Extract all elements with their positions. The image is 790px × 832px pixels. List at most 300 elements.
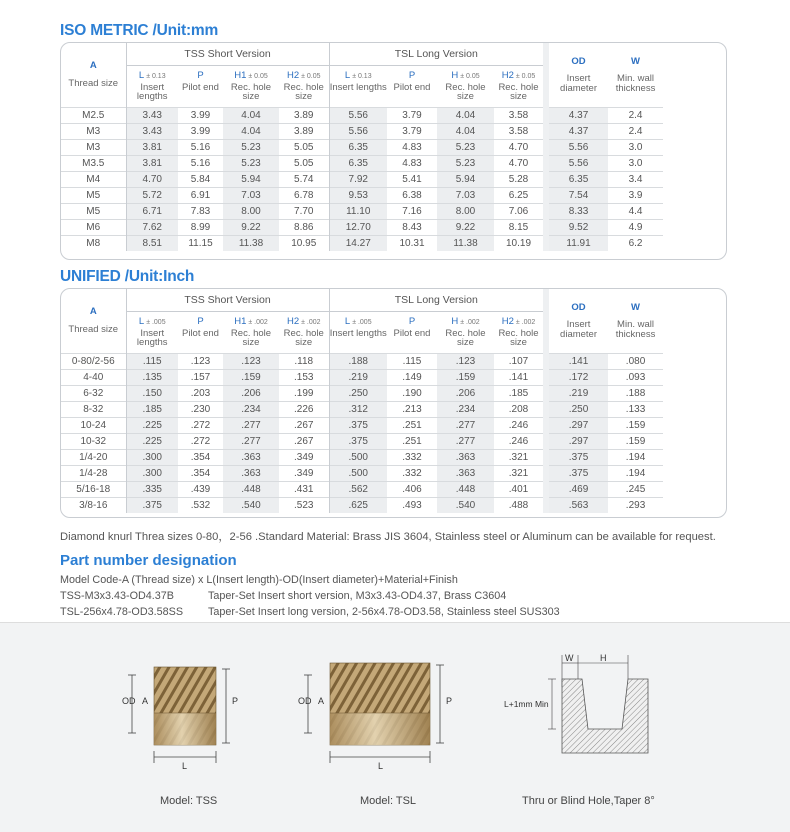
- value-cell: 10.95: [279, 235, 329, 251]
- value-cell: .226: [279, 401, 329, 417]
- value-cell: 4.9: [608, 219, 663, 235]
- value-cell: 5.94: [223, 171, 279, 187]
- value-cell: .107: [494, 353, 546, 369]
- col-label: Thread size: [68, 323, 119, 335]
- value-cell: .149: [387, 369, 437, 385]
- value-cell: .230: [178, 401, 223, 417]
- value-cell: .225: [126, 433, 178, 449]
- model-code-format: Model Code-A (Thread size) x L(Insert length)-OD(Insert diameter)+Material+Finish: [60, 574, 458, 586]
- part-number-example: [60, 590, 506, 602]
- sub-code: P: [408, 70, 416, 81]
- w-header: [608, 43, 663, 107]
- value-cell: 5.56: [546, 139, 608, 155]
- p-label: P: [446, 696, 453, 706]
- thread-size-cell: M8: [61, 235, 126, 251]
- thread-size-cell: 5/16-18: [61, 481, 126, 497]
- diagram-panel: [0, 622, 790, 832]
- value-cell: 7.92: [329, 171, 387, 187]
- col-label: Insert diameter: [560, 73, 598, 94]
- spacer-cell: [663, 401, 726, 417]
- thread-size-cell: M5: [61, 203, 126, 219]
- value-cell: .133: [608, 401, 663, 417]
- short-subcode-header: [126, 65, 178, 81]
- unified-table-card: [60, 288, 727, 518]
- col-label: Insert diameter: [560, 319, 598, 340]
- table-row: [61, 155, 726, 171]
- value-cell: 10.19: [494, 235, 546, 251]
- table-row: [61, 401, 726, 417]
- value-cell: 6.35: [329, 139, 387, 155]
- col-code: A: [89, 306, 97, 318]
- short-subcode-header: [126, 311, 178, 327]
- value-cell: 14.27: [329, 235, 387, 251]
- thread-size-cell: M3.5: [61, 155, 126, 171]
- value-cell: .225: [126, 417, 178, 433]
- value-cell: 11.10: [329, 203, 387, 219]
- value-cell: .159: [608, 433, 663, 449]
- spacer-cell: [663, 369, 726, 385]
- value-cell: .363: [437, 465, 494, 481]
- col-code: W: [631, 301, 641, 313]
- value-cell: 7.16: [387, 203, 437, 219]
- w-label: W: [565, 653, 574, 663]
- value-cell: .469: [546, 481, 608, 497]
- example-code: TSS-M3x3.43-OD4.37B: [60, 590, 175, 602]
- h-label: H: [600, 653, 607, 663]
- spacer-cell: [663, 139, 726, 155]
- metric-table-card: [60, 42, 727, 260]
- value-cell: 5.28: [494, 171, 546, 187]
- value-cell: .375: [329, 417, 387, 433]
- value-cell: 3.0: [608, 139, 663, 155]
- thread-size-cell: M6: [61, 219, 126, 235]
- sub-code: P: [197, 316, 204, 327]
- value-cell: 8.99: [178, 219, 223, 235]
- od-label: OD: [122, 696, 136, 706]
- value-cell: .203: [178, 385, 223, 401]
- short-subdesc-header: Rec. hole size: [230, 328, 272, 348]
- sub-code: P: [408, 316, 416, 327]
- value-cell: 8.86: [279, 219, 329, 235]
- spacer-cell: [663, 219, 726, 235]
- sub-code: H2: [501, 70, 514, 81]
- value-cell: 5.72: [126, 187, 178, 203]
- value-cell: .349: [279, 449, 329, 465]
- value-cell: 5.23: [223, 155, 279, 171]
- p-label: P: [232, 696, 239, 706]
- table-row: [61, 417, 726, 433]
- long-subcode-header: [329, 65, 387, 81]
- value-cell: .123: [178, 353, 223, 369]
- spacer-cell: [663, 449, 726, 465]
- col-label: Min. wall thickness: [615, 73, 656, 94]
- table-row: [61, 123, 726, 139]
- thread-size-cell: M2.5: [61, 107, 126, 123]
- value-cell: .354: [178, 449, 223, 465]
- short-subcode-header: [223, 311, 279, 327]
- value-cell: .406: [387, 481, 437, 497]
- value-cell: 9.52: [546, 219, 608, 235]
- value-cell: .277: [437, 417, 494, 433]
- value-cell: .246: [494, 417, 546, 433]
- value-cell: .194: [608, 449, 663, 465]
- value-cell: .159: [608, 417, 663, 433]
- od-header: [546, 289, 608, 353]
- thread-size-cell: M5: [61, 187, 126, 203]
- tolerance: ± .002: [460, 319, 480, 326]
- value-cell: 3.43: [126, 123, 178, 139]
- short-subcode-header: [223, 65, 279, 81]
- value-cell: .293: [608, 497, 663, 513]
- value-cell: .532: [178, 497, 223, 513]
- value-cell: .219: [546, 385, 608, 401]
- value-cell: .185: [494, 385, 546, 401]
- value-cell: 7.70: [279, 203, 329, 219]
- table-row: [61, 465, 726, 481]
- tolerance: ± .005: [146, 319, 166, 326]
- value-cell: .234: [223, 401, 279, 417]
- value-cell: .500: [329, 465, 387, 481]
- short-subcode-header: [279, 311, 329, 327]
- value-cell: .375: [546, 465, 608, 481]
- spacer-cell: [663, 107, 726, 123]
- value-cell: .153: [279, 369, 329, 385]
- metric-table: [61, 43, 726, 251]
- long-subcode-header: [437, 65, 494, 81]
- value-cell: .250: [546, 401, 608, 417]
- value-cell: .625: [329, 497, 387, 513]
- value-cell: .123: [223, 353, 279, 369]
- value-cell: 6.78: [279, 187, 329, 203]
- short-subdesc-header: Rec. hole size: [230, 82, 272, 102]
- value-cell: .194: [608, 465, 663, 481]
- value-cell: 8.00: [223, 203, 279, 219]
- long-version-header: TSL Long Version: [329, 43, 546, 65]
- sub-code: L: [344, 70, 351, 81]
- table-row: [61, 203, 726, 219]
- value-cell: 4.04: [437, 123, 494, 139]
- table-row: [61, 187, 726, 203]
- value-cell: .401: [494, 481, 546, 497]
- sub-code: L: [138, 70, 145, 81]
- value-cell: 11.15: [178, 235, 223, 251]
- value-cell: 7.03: [223, 187, 279, 203]
- short-subcode-header: [279, 65, 329, 81]
- thread-size-header: [61, 43, 126, 107]
- value-cell: 3.81: [126, 155, 178, 171]
- value-cell: 7.62: [126, 219, 178, 235]
- value-cell: 12.70: [329, 219, 387, 235]
- value-cell: 8.43: [387, 219, 437, 235]
- material-note: Diamond knurl Threa sizes 0-80，2-56 .Standard Material: Brass JIS 3604, Stainless steel or Aluminum can be available for request.: [60, 531, 716, 543]
- header-row: [61, 43, 726, 65]
- value-cell: 4.37: [546, 107, 608, 123]
- tolerance: ± .002: [515, 319, 536, 326]
- value-cell: .206: [223, 385, 279, 401]
- table-row: [61, 219, 726, 235]
- table-row: [61, 369, 726, 385]
- spacer-cell: [663, 203, 726, 219]
- value-cell: .115: [387, 353, 437, 369]
- tolerance: ± 0.05: [515, 73, 536, 80]
- value-cell: .208: [494, 401, 546, 417]
- value-cell: 3.81: [126, 139, 178, 155]
- value-cell: 3.9: [608, 187, 663, 203]
- value-cell: .375: [329, 433, 387, 449]
- short-subdesc-header: Rec. hole size: [283, 328, 324, 348]
- value-cell: 9.22: [223, 219, 279, 235]
- value-cell: 11.38: [223, 235, 279, 251]
- value-cell: 6.25: [494, 187, 546, 203]
- col-code: OD: [571, 301, 586, 313]
- thread-size-cell: 8-32: [61, 401, 126, 417]
- spacer-cell: [663, 353, 726, 369]
- value-cell: 4.83: [387, 139, 437, 155]
- value-cell: .277: [223, 433, 279, 449]
- long-subcode-header: [437, 311, 494, 327]
- table-row: [61, 497, 726, 513]
- part-number-title: Part number designation: [60, 552, 237, 569]
- value-cell: 4.04: [437, 107, 494, 123]
- value-cell: 9.22: [437, 219, 494, 235]
- value-cell: .448: [437, 481, 494, 497]
- value-cell: 5.56: [329, 123, 387, 139]
- od-label: OD: [298, 696, 312, 706]
- value-cell: 5.23: [223, 139, 279, 155]
- value-cell: .335: [126, 481, 178, 497]
- thread-size-cell: M4: [61, 171, 126, 187]
- table-row: [61, 449, 726, 465]
- value-cell: .363: [223, 465, 279, 481]
- spacer-cell: [663, 497, 726, 513]
- tolerance: ± 0.05: [460, 73, 480, 80]
- thread-size-cell: 0-80/2-56: [61, 353, 126, 369]
- value-cell: .141: [494, 369, 546, 385]
- long-subdesc-header: Insert lengths: [329, 327, 387, 353]
- value-cell: 4.70: [494, 155, 546, 171]
- long-subcode-header: [494, 65, 546, 81]
- sub-code: L: [344, 316, 351, 327]
- value-cell: 5.84: [178, 171, 223, 187]
- value-cell: .206: [437, 385, 494, 401]
- value-cell: 7.83: [178, 203, 223, 219]
- tolerance: ± 0.05: [301, 73, 321, 80]
- value-cell: .251: [387, 417, 437, 433]
- value-cell: 5.56: [329, 107, 387, 123]
- value-cell: 3.89: [279, 107, 329, 123]
- value-cell: .354: [178, 465, 223, 481]
- value-cell: 3.79: [387, 107, 437, 123]
- value-cell: 5.74: [279, 171, 329, 187]
- value-cell: .172: [546, 369, 608, 385]
- value-cell: .277: [437, 433, 494, 449]
- sub-code: P: [197, 70, 204, 81]
- l-label: L: [378, 761, 384, 771]
- thread-size-cell: 4-40: [61, 369, 126, 385]
- value-cell: .321: [494, 449, 546, 465]
- value-cell: .363: [223, 449, 279, 465]
- a-label: A: [142, 696, 149, 706]
- spacer-cell: [663, 289, 726, 353]
- value-cell: 8.33: [546, 203, 608, 219]
- value-cell: 3.89: [279, 123, 329, 139]
- value-cell: .349: [279, 465, 329, 481]
- value-cell: .150: [126, 385, 178, 401]
- example-description: Taper-Set Insert short version, M3x3.43-OD4.37, Brass C3604: [208, 590, 507, 602]
- value-cell: .431: [279, 481, 329, 497]
- spacer-cell: [663, 171, 726, 187]
- long-subdesc-header: Rec. hole size: [445, 82, 486, 102]
- spacer-cell: [663, 385, 726, 401]
- value-cell: .272: [178, 417, 223, 433]
- value-cell: 7.03: [437, 187, 494, 203]
- unified-table-title: UNIFIED /Unit:Inch: [60, 268, 195, 285]
- depth-label: L+1mm Min: [504, 699, 549, 709]
- thread-size-cell: 1/4-28: [61, 465, 126, 481]
- value-cell: .297: [546, 417, 608, 433]
- tolerance: ± 0.05: [248, 73, 268, 80]
- value-cell: 6.91: [178, 187, 223, 203]
- od-header: [546, 43, 608, 107]
- value-cell: 5.23: [437, 139, 494, 155]
- thread-size-cell: 10-32: [61, 433, 126, 449]
- tolerance: ± .002: [248, 319, 268, 326]
- thread-size-cell: 1/4-20: [61, 449, 126, 465]
- l-label: L: [182, 761, 188, 771]
- sub-code: H1: [234, 316, 247, 327]
- value-cell: 9.53: [329, 187, 387, 203]
- value-cell: .190: [387, 385, 437, 401]
- value-cell: .300: [126, 465, 178, 481]
- long-subcode-header: [387, 65, 437, 81]
- sub-code: L: [138, 316, 145, 327]
- value-cell: 4.37: [546, 123, 608, 139]
- value-cell: .188: [608, 385, 663, 401]
- metric-table-title: ISO METRIC /Unit:mm: [60, 22, 219, 39]
- thread-size-cell: 6-32: [61, 385, 126, 401]
- value-cell: .267: [279, 433, 329, 449]
- value-cell: 6.38: [387, 187, 437, 203]
- table-row: [61, 385, 726, 401]
- long-version-header: TSL Long Version: [329, 289, 546, 311]
- value-cell: 3.4: [608, 171, 663, 187]
- short-subdesc-header: Rec. hole size: [283, 82, 324, 102]
- value-cell: 8.15: [494, 219, 546, 235]
- long-subdesc-header: Pilot end: [393, 328, 431, 339]
- value-cell: .540: [437, 497, 494, 513]
- short-subdesc-header: Pilot end: [182, 328, 219, 339]
- value-cell: .363: [437, 449, 494, 465]
- value-cell: .159: [223, 369, 279, 385]
- tolerance: ± .002: [301, 319, 321, 326]
- spacer-cell: [663, 417, 726, 433]
- value-cell: 7.54: [546, 187, 608, 203]
- spacer-cell: [663, 235, 726, 251]
- long-subdesc-header: Rec. hole size: [445, 328, 486, 348]
- tss-insert-drawing: [120, 653, 260, 773]
- value-cell: 3.79: [387, 123, 437, 139]
- value-cell: 11.38: [437, 235, 494, 251]
- value-cell: .185: [126, 401, 178, 417]
- table-row: [61, 107, 726, 123]
- sub-code: H2: [286, 70, 300, 81]
- spacer-cell: [663, 187, 726, 203]
- long-subdesc-header: Rec. hole size: [498, 82, 539, 102]
- value-cell: .188: [329, 353, 387, 369]
- long-subdesc-header: Rec. hole size: [498, 328, 539, 348]
- tolerance: ± .005: [352, 319, 372, 326]
- value-cell: 10.31: [387, 235, 437, 251]
- a-label: A: [318, 696, 325, 706]
- sub-code: H2: [501, 316, 514, 327]
- thread-size-cell: M3: [61, 123, 126, 139]
- value-cell: .093: [608, 369, 663, 385]
- value-cell: .157: [178, 369, 223, 385]
- thread-size-header: [61, 289, 126, 353]
- value-cell: .562: [329, 481, 387, 497]
- spacer-cell: [663, 433, 726, 449]
- spacer-cell: [663, 481, 726, 497]
- table-row: [61, 481, 726, 497]
- value-cell: 4.83: [387, 155, 437, 171]
- value-cell: 3.43: [126, 107, 178, 123]
- table-row: [61, 433, 726, 449]
- value-cell: 5.05: [279, 139, 329, 155]
- value-cell: .080: [608, 353, 663, 369]
- sub-code: H2: [286, 316, 300, 327]
- sub-code: H: [451, 316, 459, 327]
- spacer-cell: [663, 155, 726, 171]
- example-description: Taper-Set Insert long version, 2-56x4.78-OD3.58, Stainless steel SUS303: [208, 606, 560, 618]
- value-cell: .219: [329, 369, 387, 385]
- value-cell: .523: [279, 497, 329, 513]
- short-subdesc-header: Insert lengths: [126, 327, 178, 353]
- spacer-cell: [663, 123, 726, 139]
- value-cell: 6.35: [546, 171, 608, 187]
- value-cell: .540: [223, 497, 279, 513]
- table-row: [61, 139, 726, 155]
- short-version-header: TSS Short Version: [126, 43, 329, 65]
- short-subcode-header: [178, 65, 223, 81]
- header-row: [61, 289, 726, 311]
- value-cell: 4.70: [494, 139, 546, 155]
- unified-table: [61, 289, 726, 513]
- value-cell: .500: [329, 449, 387, 465]
- value-cell: 3.99: [178, 107, 223, 123]
- value-cell: .159: [437, 369, 494, 385]
- spacer-cell: [663, 43, 726, 107]
- value-cell: 3.58: [494, 107, 546, 123]
- tolerance: ± 0.13: [352, 73, 372, 80]
- value-cell: 4.04: [223, 107, 279, 123]
- w-header: [608, 289, 663, 353]
- table-row: [61, 235, 726, 251]
- value-cell: .448: [223, 481, 279, 497]
- long-subdesc-header: Insert lengths: [329, 81, 387, 107]
- value-cell: 4.70: [126, 171, 178, 187]
- spacer-cell: [663, 465, 726, 481]
- value-cell: .251: [387, 433, 437, 449]
- value-cell: .277: [223, 417, 279, 433]
- col-code: W: [631, 55, 641, 67]
- value-cell: .123: [437, 353, 494, 369]
- part-number-example: [60, 606, 560, 618]
- short-subdesc-header: Pilot end: [182, 82, 219, 93]
- col-label: Thread size: [68, 77, 119, 89]
- value-cell: 5.41: [387, 171, 437, 187]
- value-cell: .297: [546, 433, 608, 449]
- value-cell: .246: [494, 433, 546, 449]
